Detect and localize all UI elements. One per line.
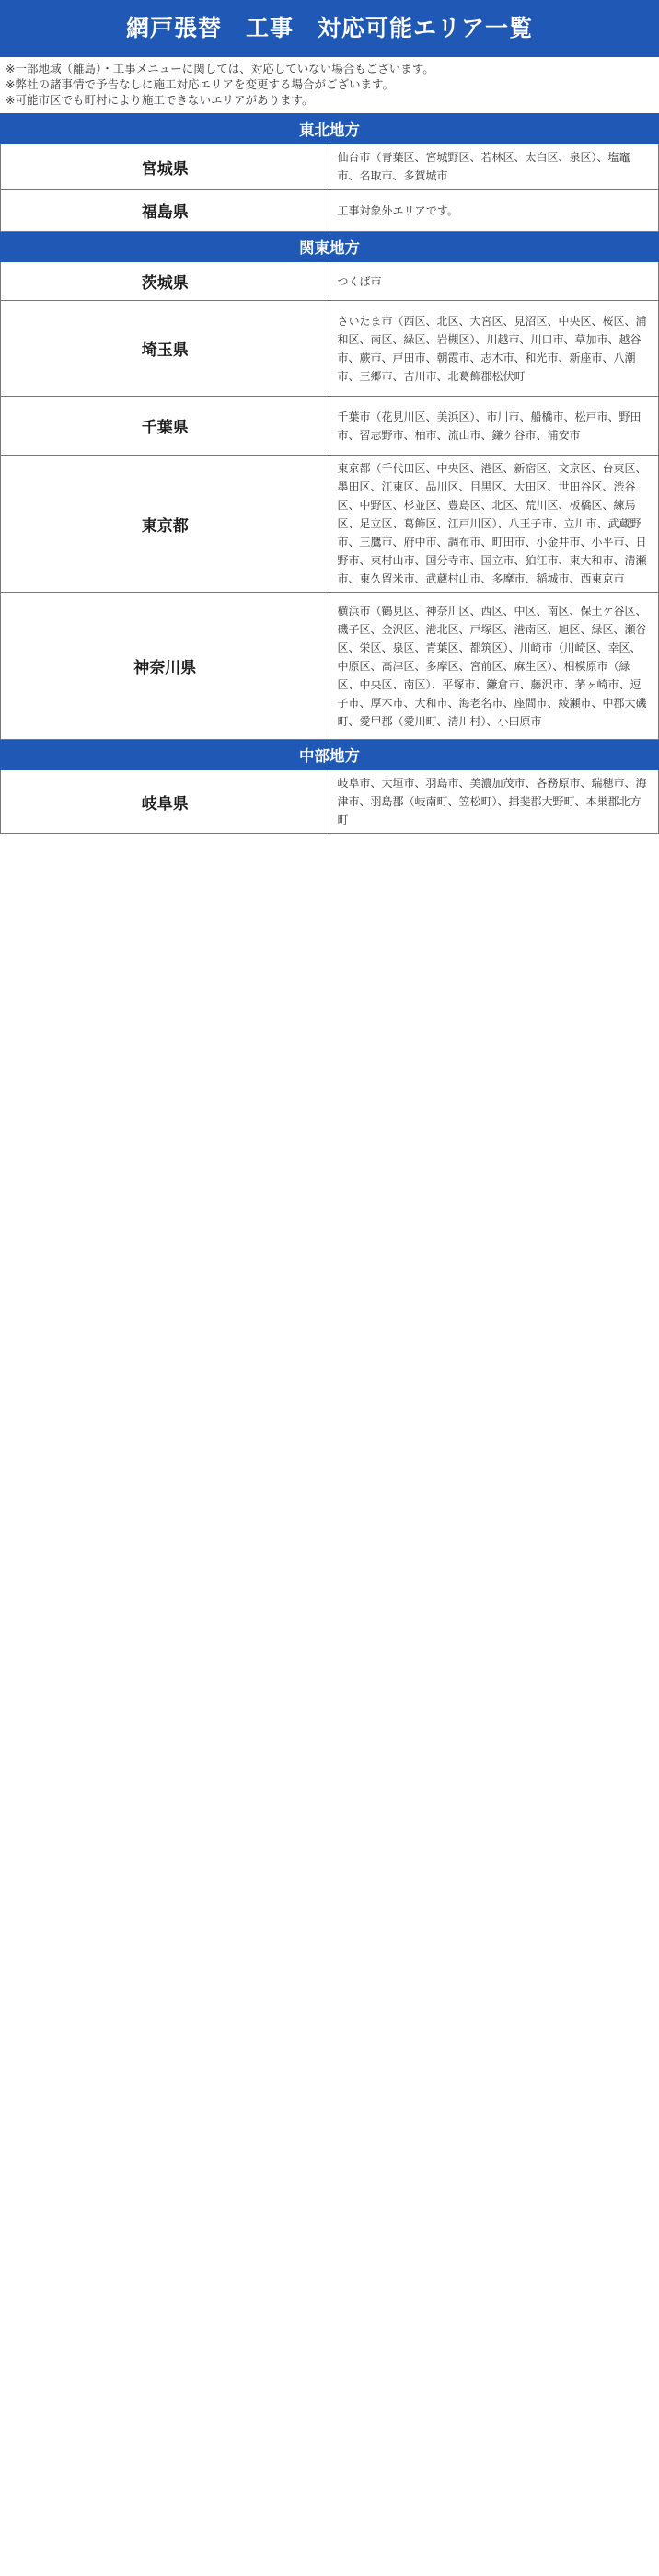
cities-cell: 東京都（千代田区、中央区、港区、新宿区、文京区、台東区、墨田区、江東区、品川区、目黒区、大田区、世田谷区、渋谷区、中野区、杉並区、豊島区、北区、荒川区、板橋区、練馬区、足立区、葛飾区、江戸川区）、八王子市、立川市、武蔵野市、三鷹市、府中市、調布市、町田市、小金井市、小平市、日野市、東村山市、国分寺市、国立市、狛江市、東大和市、清瀬市、東久留米市、武蔵村山市、多摩市、稲城市、西東京市 <box>330 456 659 593</box>
region-label: 東北地方 <box>1 114 659 144</box>
notes <box>0 57 659 113</box>
cities-cell: つくば市 <box>330 262 659 301</box>
table-row <box>1 301 659 397</box>
table-row <box>1 397 659 456</box>
cities-cell: 岐阜市、大垣市、羽島市、美濃加茂市、各務原市、瑞穂市、海津市、羽島郡（岐南町、笠松町）、揖斐郡大野町、本巣郡北方町 <box>330 770 659 834</box>
note-2: ※弊社の諸事情で予告なしに施工対応エリアを変更する場合がございます。 <box>6 77 394 91</box>
prefecture-name: 埼玉県 <box>1 301 330 397</box>
cities-cell: 千葉市（花見川区、美浜区）、市川市、船橋市、松戸市、野田市、習志野市、柏市、流山市、鎌ケ谷市、浦安市 <box>330 397 659 456</box>
prefecture-name: 岐阜県 <box>1 770 330 834</box>
table-row <box>1 190 659 232</box>
note-3: ※可能市区でも町村により施工できないエリアがあります。 <box>6 93 314 107</box>
prefecture-name: 東京都 <box>1 456 330 593</box>
table-row <box>1 144 659 190</box>
note-1: ※一部地域（離島）・工事メニューに関しては、対応していない場合もございます。 <box>6 62 434 75</box>
page <box>0 0 659 834</box>
table-row <box>1 593 659 740</box>
area-table <box>0 113 659 834</box>
prefecture-name: 福島県 <box>1 190 330 232</box>
prefecture-name: 千葉県 <box>1 397 330 456</box>
region-header-tohoku <box>1 114 659 144</box>
prefecture-name: 茨城県 <box>1 262 330 301</box>
region-label: 中部地方 <box>1 740 659 770</box>
table-row <box>1 456 659 593</box>
region-label: 関東地方 <box>1 232 659 262</box>
cities-cell: 横浜市（鶴見区、神奈川区、西区、中区、南区、保土ケ谷区、磯子区、金沢区、港北区、戸塚区、港南区、旭区、緑区、瀬谷区、栄区、泉区、青葉区、都筑区）、川崎市（川崎区、幸区、中原区、高津区、多摩区、宮前区、麻生区）、相模原市（緑区、中央区、南区）、平塚市、鎌倉市、藤沢市、茅ヶ崎市、逗子市、厚木市、大和市、海老名市、座間市、綾瀬市、中郡大磯町、愛甲郡（愛川町、清川村）、小田原市 <box>330 593 659 740</box>
region-header-chubu <box>1 740 659 770</box>
table-row <box>1 262 659 301</box>
cities-cell: 工事対象外エリアです。 <box>330 190 659 232</box>
table-row <box>1 770 659 834</box>
cities-cell: 仙台市（青葉区、宮城野区、若林区、太白区、泉区）、塩竈市、名取市、多賀城市 <box>330 144 659 190</box>
prefecture-name: 神奈川県 <box>1 593 330 740</box>
prefecture-name: 宮城県 <box>1 144 330 190</box>
page-title: 網戸張替 工事 対応可能エリア一覧 <box>0 0 659 57</box>
region-header-kanto <box>1 232 659 262</box>
cities-cell: さいたま市（西区、北区、大宮区、見沼区、中央区、桜区、浦和区、南区、緑区、岩槻区）、川越市、川口市、草加市、越谷市、蕨市、戸田市、朝霞市、志木市、和光市、新座市、八潮市、三郷市、吉川市、北葛飾郡松伏町 <box>330 301 659 397</box>
